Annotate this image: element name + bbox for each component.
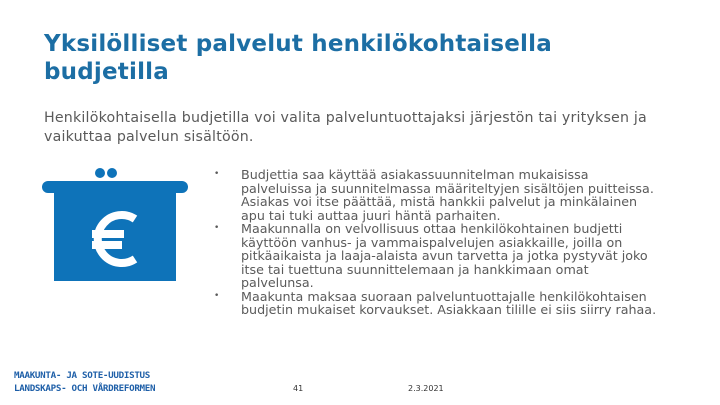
list-item	[214, 290, 662, 317]
slide-title: Yksilölliset palvelut henkilökohtaisella budjetilla	[44, 31, 552, 85]
list-item	[214, 168, 662, 222]
intro-text: Henkilökohtaisella budjetilla voi valita palveluntuottajaksi järjestön tai yrityksen ja vaikuttaa palvelun sisältöön.	[44, 110, 647, 145]
wallet-euro-icon	[40, 163, 190, 283]
bullet-text: Maakunta maksaa suoraan palveluntuottajalle henkilökohtaisen budjetin mukaiset korvaukset. Asiakkaan tilille ei siis siirry rahaa.	[241, 288, 657, 317]
footer-date: 2.3.2021	[408, 384, 444, 393]
bullet-text: Maakunnalla on velvollisuus ottaa henkilökohtainen budjetti käyttöön vanhus- ja vammaispalvelujen asiakkaille, joilla on pitkäaikaista ja laaja-alaista avun tarvetta ja jotka pystyvät joko itse tai tuettuna suunnittelemaan ja hankkimaan omat palvelunsa.	[241, 221, 648, 290]
bullet-marker: •	[214, 169, 220, 179]
list-item	[214, 222, 662, 290]
bullet-marker: •	[214, 223, 220, 233]
logo-line-1: MAAKUNTA- JA SOTE-UUDISTUS	[14, 370, 151, 381]
reform-logo	[14, 369, 204, 395]
bullet-list	[214, 168, 662, 317]
bullet-marker: •	[214, 290, 220, 301]
page-number: 41	[293, 384, 304, 393]
bullet-text: Budjettia saa käyttää asiakassuunnitelman mukaisissa palveluissa ja suunnitelmassa määriteltyjen sisältöjen puitteissa. Asiakas voi itse päättää, mistä hankkii palvelut ja minkälainen apu tai tuki auttaa juuri häntä parhaiten.	[241, 167, 654, 223]
logo-line-2: LANDSKAPS- OCH VÅRDREFORMEN	[14, 383, 156, 394]
